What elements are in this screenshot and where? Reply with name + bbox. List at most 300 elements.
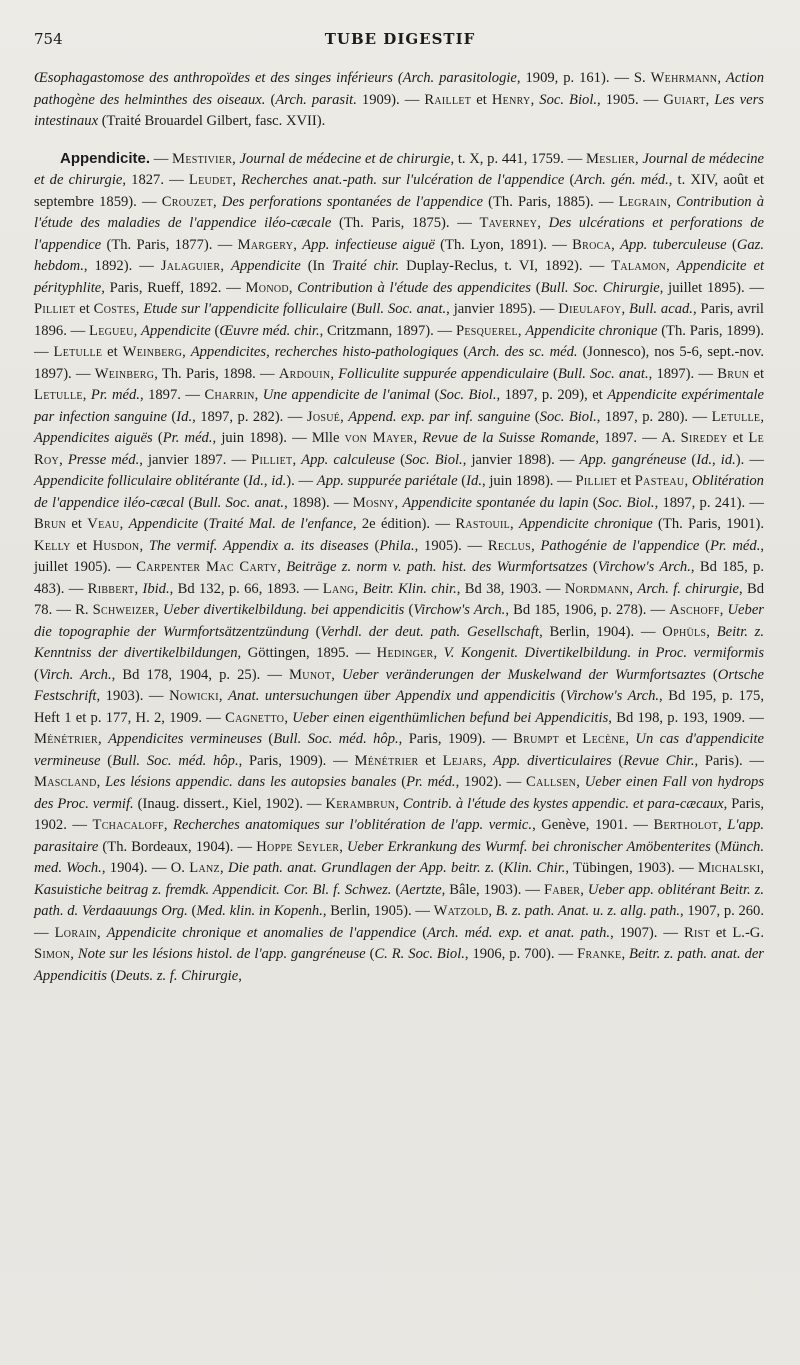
reference-text: ( <box>166 408 177 425</box>
reference-text: , <box>82 387 91 403</box>
author-name: Reclus <box>487 537 532 554</box>
reference-text: , <box>98 731 109 747</box>
reference-text: , Bd 185, 1906, p. 278). — <box>505 602 670 618</box>
work-title: Les lésions appendic. dans les autopsies banales <box>105 774 397 790</box>
work-title: Ueber divertikelbildung. bei appendicitis <box>162 602 405 618</box>
author-name: Letulle <box>53 344 103 360</box>
author-name: Simon <box>34 946 71 962</box>
reference-text: , Bd 195, p. 175, Heft 1 et p. 177, H. 2, 1909. — <box>34 688 764 726</box>
reference-text: ( <box>365 946 375 962</box>
reference-text: et <box>66 516 88 532</box>
reference-text: , Bd 132, p. 66, 1893. — <box>169 580 323 597</box>
bibliography-body <box>34 68 764 987</box>
author-name: Ribbert <box>87 580 135 597</box>
work-title: Arch. gén. méd. <box>574 172 669 188</box>
work-title: Bull. acad. <box>629 301 693 317</box>
reference-text: , janvier 1895). — <box>446 301 559 317</box>
work-title: Presse méd. <box>67 451 140 468</box>
work-title: Œuvre méd. chir. <box>219 322 320 339</box>
reference-text: , <box>293 236 303 253</box>
bibliography-paragraph-oesophagostomose <box>34 68 764 133</box>
reference-text: , Tübingen, 1903). — <box>565 860 698 876</box>
reference-text: , 2e édition). — <box>352 516 456 532</box>
author-name: Brun <box>717 365 750 382</box>
work-title: The vermif. Appendix a. its diseases <box>148 537 369 554</box>
work-title: id. <box>720 451 736 468</box>
page-number: 754 <box>34 30 63 48</box>
reference-text: ( <box>430 387 440 403</box>
author-name: Veau <box>87 516 120 532</box>
reference-text: (Th. Paris, 1885). — <box>483 193 619 210</box>
reference-text: ( <box>710 838 720 855</box>
work-title: Appendicites, recherches histo-pathologiques <box>190 344 459 360</box>
work-title: Des perforations spontanées de l'appendice <box>221 193 483 210</box>
work-title: Les vers intestinaux <box>34 91 764 129</box>
work-title: Appendicites vermineuses <box>108 731 262 747</box>
author-name: Henry <box>491 91 531 108</box>
reference-text: , 1898). — <box>284 494 353 511</box>
reference-text: , <box>510 516 520 532</box>
section-heading: Appendicite. <box>60 149 151 167</box>
work-title: Bull. Soc. anat. <box>557 365 649 382</box>
reference-text: , <box>433 645 444 661</box>
author-name: Margery <box>237 236 294 253</box>
author-name: Siredey <box>680 430 728 446</box>
author-name: Letulle <box>34 387 83 403</box>
author-name: Jalaguier <box>160 258 221 274</box>
reference-text: ( <box>705 666 718 683</box>
reference-text: et <box>75 301 94 317</box>
reference-text: , juillet 1895). — <box>659 279 764 296</box>
reference-text: ( <box>239 473 249 489</box>
reference-text: , <box>254 387 263 403</box>
reference-text: , <box>238 967 242 984</box>
work-title: Contrib. à l'étude des kystes appendic. et para-cæcaux <box>402 795 724 812</box>
reference-text: , 1897). — <box>648 365 718 382</box>
reference-text: , <box>531 537 541 554</box>
author-name: Meslier <box>585 150 635 167</box>
reference-text: et <box>749 365 764 382</box>
reference-text: , t. X, p. 441, 1759. — <box>450 150 586 167</box>
work-title: Appendicite expérimentale par infection sanguine <box>34 387 765 425</box>
reference-text: , 1897, p. 209), et <box>496 387 608 403</box>
work-title: Münch. med. Woch. <box>34 838 764 876</box>
reference-text: , <box>517 322 526 339</box>
reference-text: , Berlin, 1904). — <box>539 623 663 640</box>
work-title: Arch. méd. exp. et anat. path. <box>427 924 611 941</box>
work-title: Appendicite chronique et anomalies de l'appendice <box>106 924 417 941</box>
author-name: Carpenter Mac Carty <box>136 559 278 575</box>
work-title: Kasuistiche beitrag z. fremdk. Appendicit. Cor. Bl. f. Schwez. <box>34 881 392 898</box>
work-title: Aertzte <box>400 881 442 898</box>
author-name: Leudet <box>188 172 233 188</box>
reference-text: , <box>482 752 494 769</box>
reference-text: , <box>621 946 630 962</box>
work-title: Recherches anatomiques sur l'oblitération de l'app. vermic. <box>173 817 533 833</box>
work-title: Arch. f. chirurgie <box>637 580 740 597</box>
work-title: Revue de la Suisse Romande <box>422 430 596 446</box>
reference-text: (Inaug. dissert., Kiel, 1902). — <box>133 795 326 812</box>
work-title: App. gangréneuse <box>579 451 687 468</box>
author-name: Legrain <box>618 193 668 210</box>
reference-text: , <box>96 774 106 790</box>
reference-text: et <box>471 91 492 108</box>
reference-text: , Bd 178, 1904, p. 25). — <box>111 666 290 683</box>
author-name: Costes <box>93 301 136 317</box>
reference-text: , <box>219 860 228 876</box>
reference-text: , Bd 38, 1903. — <box>456 580 565 597</box>
reference-text: , <box>330 365 339 382</box>
author-name: Brun <box>34 516 67 532</box>
reference-text: ). — <box>735 451 764 468</box>
author-name: Pilliet <box>251 451 293 468</box>
author-name: Callsen <box>526 774 577 790</box>
reference-text: , <box>155 602 163 618</box>
work-title: Un cas d'appendicite vermineuse <box>34 731 764 769</box>
author-name: Pasteau <box>634 473 685 489</box>
reference-text: , Paris, 1902. — <box>34 795 765 833</box>
work-title: Med. klin. in Kopenh. <box>196 903 323 919</box>
author-name: Nordmann <box>564 580 630 597</box>
reference-text: ( <box>548 365 558 382</box>
work-title: Ortsche Festschrift <box>34 666 765 704</box>
reference-text: ). — <box>286 473 317 489</box>
reference-text: , <box>667 193 677 210</box>
work-title: B. z. path. Anat. u. z. allg. path. <box>495 903 681 919</box>
reference-text: , <box>719 602 728 618</box>
reference-text: , Th. Paris, 1898. — <box>154 365 279 382</box>
author-name: Letulle <box>711 408 761 425</box>
reference-text: , 1897, p. 282). — <box>192 408 307 425</box>
work-title: Revue Chir. <box>623 752 695 769</box>
work-title: Ueber einen eigenthümlichen befund bei Appendicitis <box>292 709 609 726</box>
reference-text: ( <box>184 494 194 511</box>
work-title: Une appendicite de l'animal <box>262 387 431 403</box>
reference-text: , <box>339 838 347 855</box>
author-name: Raillet <box>424 91 472 108</box>
reference-text: , <box>576 774 585 790</box>
work-title: Pr. méd. <box>710 537 761 554</box>
author-name: Guiart <box>663 91 706 108</box>
author-name: Weinberg <box>94 365 155 382</box>
work-title: Virchow's Arch. <box>565 688 660 704</box>
work-title: Arch. parasit. <box>275 91 357 108</box>
reference-text: , <box>232 172 242 188</box>
work-title: Ueber app. oblitérant Beitr. z. path. d. Verdaauungs Org. <box>34 881 765 919</box>
reference-text: ( <box>587 559 598 575</box>
reference-text: ( <box>564 172 575 188</box>
reference-text: ( <box>530 279 541 296</box>
author-name: Mascland <box>34 774 97 790</box>
author-name: Hoppe Seyler <box>256 838 340 855</box>
work-title: Soc. Biol. <box>539 408 597 425</box>
author-name: Monod <box>245 279 289 296</box>
reference-text: ( <box>368 537 380 554</box>
work-title: Arch. des sc. méd. <box>468 344 578 360</box>
work-title: L'app. parasitaire <box>34 817 765 855</box>
reference-text: et <box>418 752 443 769</box>
work-title: Recherches anat.-path. sur l'ulcération de l'appendice <box>241 172 565 188</box>
reference-text: , <box>277 559 287 575</box>
work-title: Beitr. Klin. chir. <box>362 580 457 597</box>
reference-text: , <box>220 258 231 274</box>
work-title: App. calculeuse <box>301 451 395 468</box>
reference-text: , <box>394 494 403 511</box>
reference-text: , 1897. — A. <box>595 430 681 446</box>
work-title: Appendicite <box>230 258 301 274</box>
reference-text: , <box>134 580 143 597</box>
reference-text: , 1897, p. 280). — <box>596 408 712 425</box>
work-title: C. R. Soc. Biol. <box>374 946 465 962</box>
work-title: id. <box>271 473 287 489</box>
reference-text: , <box>621 301 630 317</box>
reference-text: , 1902). — <box>455 774 527 790</box>
author-name: Rist <box>683 924 710 941</box>
reference-text: ( <box>686 451 697 468</box>
author-name: Franke <box>577 946 622 962</box>
reference-text: (Th. Lyon, 1891). — <box>434 236 573 253</box>
reference-text: ( <box>395 451 405 468</box>
reference-text: , <box>163 817 174 833</box>
work-title: Id. <box>248 473 264 489</box>
reference-text: , <box>488 903 496 919</box>
reference-text: , <box>537 215 549 231</box>
author-name: Pilliet <box>34 301 76 317</box>
reference-text: ( <box>611 752 624 769</box>
reference-text: (Th. Paris, 1875). — <box>331 215 480 231</box>
reference-text: , <box>139 537 149 554</box>
work-title: Pr. méd. <box>406 774 456 790</box>
reference-text: , Bd 198, p. 193, 1909. — <box>608 709 764 726</box>
reference-text: , <box>218 688 229 704</box>
reference-text: et L.-G. <box>709 924 764 941</box>
reference-text: , Paris, 1909). — <box>398 731 514 747</box>
author-name: Ménétrier <box>34 731 99 747</box>
bibliography-paragraph-appendicite <box>34 148 764 988</box>
reference-text: ( <box>457 473 467 489</box>
author-name: Rastouil <box>455 516 511 532</box>
work-title: Œsophagastomose des anthropoïdes et des singes inférieurs (Arch. parasitologie, <box>34 70 526 86</box>
author-name: Munot <box>289 666 332 683</box>
reference-text: , <box>413 430 423 446</box>
reference-text: , <box>530 91 540 108</box>
reference-text: ( <box>308 623 321 640</box>
reference-text: , Berlin, 1905). — <box>322 903 434 919</box>
work-title: Gaz. hebdom. <box>34 236 765 274</box>
reference-text: , Bâle, 1903). — <box>441 881 544 898</box>
running-title: TUBE DIGESTIF <box>324 30 476 48</box>
work-title: Traité chir. <box>331 258 400 274</box>
author-name: Ménétrier <box>354 752 419 769</box>
work-title: Append. exp. par inf. sanguine <box>348 408 531 425</box>
reference-text: , <box>705 91 715 108</box>
reference-text: 1909). — <box>356 91 425 108</box>
reference-text: , Paris, 1909). — <box>238 752 355 769</box>
reference-text: ( <box>347 301 357 317</box>
reference-text: et <box>559 731 583 747</box>
work-title: Anat. untersuchungen über Appendix und appendicitis <box>228 688 556 704</box>
work-title: Action pathogène des helminthes des oiseaux. <box>34 70 765 108</box>
reference-text: (Th. Paris, 1901). <box>652 516 764 532</box>
author-name: Cagnetto <box>225 709 285 726</box>
reference-text: ( <box>198 516 209 532</box>
author-name: Brumpt <box>513 731 560 747</box>
work-title: Appendicite spontanée du lapin <box>402 494 589 511</box>
work-title: Journal de médecine et de chirurgie <box>239 150 451 167</box>
reference-text: ( <box>391 881 401 898</box>
reference-text: et <box>70 537 93 554</box>
reference-text: , <box>717 70 726 86</box>
work-title: Beitr. z. path. anat. der Appendicitis <box>34 946 764 984</box>
author-name: Bertholot <box>653 817 719 833</box>
work-title: App. infectieuse aiguë <box>302 236 435 253</box>
work-title: Soc. Biol. <box>404 451 463 468</box>
work-title: Pathogénie de l'appendice <box>540 537 700 554</box>
reference-text: , <box>182 344 191 360</box>
work-title: App. suppurée pariétale <box>316 473 458 489</box>
reference-text: , <box>395 795 403 812</box>
work-title: Contribution à l'étude des appendicites <box>297 279 531 296</box>
author-name: Weinberg <box>122 344 183 360</box>
reference-text: ( <box>726 236 737 253</box>
reference-text: , <box>59 451 68 468</box>
author-name: Charrin <box>204 387 255 403</box>
work-title: Soc. Biol. <box>539 91 598 108</box>
reference-text: , juin 1898). — Mlle <box>212 430 345 446</box>
author-name: Dieulafoy <box>558 301 622 317</box>
reference-text: , <box>135 301 144 317</box>
reference-text: , 1827. — <box>122 172 189 188</box>
reference-text: (Th. Paris, 1899). — <box>34 322 765 360</box>
work-title: Ueber Erkrankung des Wurmf. bei chronischer Amöbenterites <box>347 838 711 855</box>
author-name: Le Roy <box>34 430 765 468</box>
reference-text: ( <box>416 924 428 941</box>
reference-text: , Genève, 1901. — <box>532 817 654 833</box>
work-title: Contribution à l'étude des maladies de l'appendice iléo-cæcale <box>34 193 765 231</box>
reference-text: ( <box>588 494 598 511</box>
work-title: Deuts. z. f. Chirurgie <box>115 967 239 984</box>
reference-text: ( <box>494 860 504 876</box>
author-name: Lanz <box>189 860 220 876</box>
reference-text: , <box>666 258 677 274</box>
reference-text: — <box>150 150 173 167</box>
work-title: Note sur les lésions histol. de l'app. gangréneuse <box>77 946 366 962</box>
reference-text: ( <box>152 430 163 446</box>
reference-text: , <box>292 451 302 468</box>
reference-text: , <box>133 322 142 339</box>
work-title: Appendicites aiguës <box>34 430 153 446</box>
author-name: Mestivier <box>172 150 233 167</box>
reference-text: et <box>102 344 123 360</box>
author-name: Ardouin <box>278 365 331 382</box>
reference-text: ( <box>34 666 39 683</box>
author-name: Schweizer <box>92 602 156 618</box>
reference-text: 1909, p. 161). — S. <box>525 70 651 86</box>
reference-text: , <box>611 236 621 253</box>
author-name: Tchacaloff <box>92 817 164 833</box>
reference-text: , Göttingen, 1895. — <box>237 645 377 661</box>
work-title: Soc. Biol. <box>597 494 655 511</box>
reference-text: , 1905. — <box>597 91 664 108</box>
reference-text: , 1905). — <box>414 537 488 554</box>
reference-text: , janvier 1898). — <box>462 451 580 468</box>
work-title: Appendicite chronique <box>525 322 658 339</box>
author-name: Lang <box>322 580 355 597</box>
reference-text: , 1903). — <box>96 688 170 704</box>
reference-text: ( <box>699 537 711 554</box>
reference-text: , 1907). — <box>610 924 684 941</box>
reference-text: , 1904). — O. <box>101 860 190 876</box>
author-name: Broca <box>572 236 612 253</box>
work-title: Traité Mal. de l'enfance <box>208 516 353 532</box>
author-name: Ophüls <box>662 623 707 640</box>
author-name: Pilliet <box>575 473 617 489</box>
reference-text: , Paris, Rueff, 1892. — <box>101 279 246 296</box>
reference-text: , 1897. — <box>139 387 205 403</box>
work-title: Folliculite suppurée appendiculaire <box>338 365 549 382</box>
author-name: Wehrmann <box>650 70 718 86</box>
work-title: Die path. anat. Grundlagen der App. beitr. z. <box>227 860 495 876</box>
author-name: Crouzet <box>161 193 213 210</box>
author-name: Aschoff <box>669 602 720 618</box>
reference-text: , <box>70 946 78 962</box>
reference-text: , <box>212 193 222 210</box>
reference-text: ( <box>187 903 197 919</box>
work-title: App. diverticulaires <box>493 752 612 769</box>
reference-text: , janvier 1897. — <box>139 451 252 468</box>
work-title: Bull. Soc. anat. <box>356 301 447 317</box>
reference-text: , <box>331 666 343 683</box>
work-title: Id. <box>176 408 193 425</box>
work-title: V. Kongenit. Divertikelbildung. in Proc. vermiformis <box>443 645 765 661</box>
reference-text: , <box>712 451 721 468</box>
work-title: Virch. Arch. <box>38 666 112 683</box>
author-name: Faber <box>543 881 581 898</box>
work-title: App. tuberculeuse <box>620 236 727 253</box>
author-name: Lorain <box>54 924 97 941</box>
reference-text: , Bd 185, p. 483). — <box>34 559 764 597</box>
work-title: Klin. Chir. <box>503 860 566 876</box>
reference-text: , <box>684 473 692 489</box>
reference-text: ( <box>100 752 113 769</box>
author-name: Hedinger <box>376 645 434 661</box>
author-name: Kelly <box>34 537 71 554</box>
work-title: Verhdl. der deut. path. Gesellschaft <box>320 623 540 640</box>
reference-text: (Jonnesco), nos 5-6, sept.-nov. 1897). — <box>34 344 764 382</box>
work-title: Soc. Biol. <box>439 387 497 403</box>
reference-text: (Th. Bordeaux, 1904). — <box>98 838 257 855</box>
reference-text: ( <box>555 688 566 704</box>
work-title: Appendicite chronique <box>519 516 653 532</box>
reference-text: et <box>727 430 749 446</box>
work-title: Appendicite folliculaire oblitérante <box>34 473 240 489</box>
reference-text: , <box>284 709 293 726</box>
work-title: Bull. Soc. méd. hôp. <box>112 752 239 769</box>
work-title: Des ulcérations et perforations de l'appendice <box>34 215 764 253</box>
reference-text: , 1907, p. 260. — <box>34 903 764 941</box>
author-name: Pesquerel <box>455 322 518 339</box>
author-name: Legueu <box>89 322 134 339</box>
work-title: Oblitération de l'appendice iléo-cæcal <box>34 473 764 511</box>
reference-text: ( <box>106 967 116 984</box>
work-title: Virchow's Arch. <box>413 602 506 618</box>
work-title: Bull. Soc. anat. <box>193 494 285 511</box>
author-name: Husdon <box>92 537 140 554</box>
work-title: Etude sur l'appendicite folliculaire <box>143 301 348 317</box>
reference-text: ( <box>396 774 407 790</box>
reference-text: , 1906, p. 700). — <box>464 946 578 962</box>
work-title: Ibid. <box>142 580 170 597</box>
